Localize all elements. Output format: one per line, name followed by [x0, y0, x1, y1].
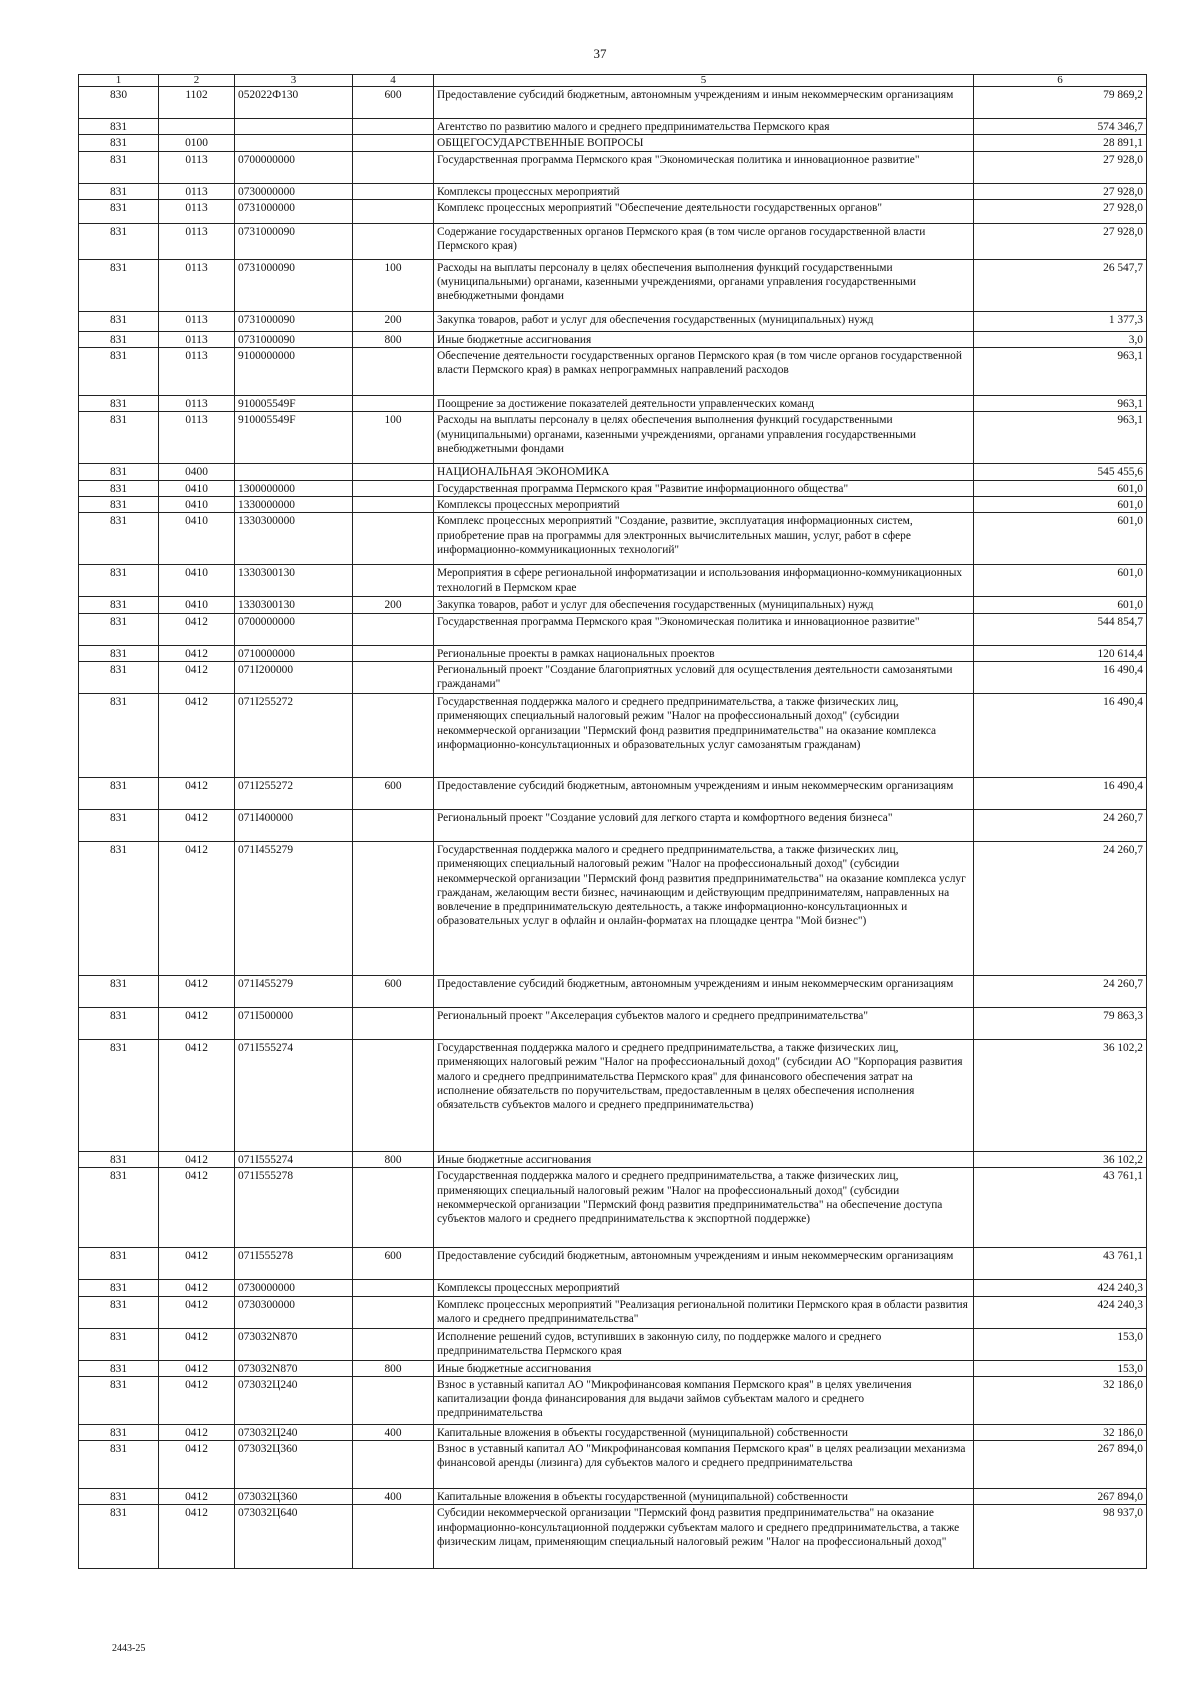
target-article-cell: 071I555278	[235, 1248, 353, 1280]
amount-cell: 27 928,0	[974, 151, 1147, 183]
table-row	[79, 693, 1147, 777]
section-code-cell: 0412	[159, 1007, 235, 1039]
expense-type-cell	[353, 348, 434, 396]
section-code-cell: 0410	[159, 513, 235, 565]
table-row	[79, 1328, 1147, 1360]
amount-cell: 24 260,7	[974, 809, 1147, 841]
description-cell: Исполнение решений судов, вступивших в законную силу, по поддержке малого и среднего предпринимательства Пермского края	[434, 1328, 974, 1360]
table-row	[79, 464, 1147, 480]
admin-code-cell: 831	[79, 331, 159, 347]
expense-type-cell	[353, 513, 434, 565]
target-article-cell: 073032Ц640	[235, 1505, 353, 1569]
amount-cell: 1 377,3	[974, 311, 1147, 331]
admin-code-cell: 831	[79, 412, 159, 464]
description-cell: Капитальные вложения в объекты государственной (муниципальной) собственности	[434, 1424, 974, 1440]
target-article-cell: 073032N870	[235, 1360, 353, 1376]
description-cell: Субсидии некоммерческой организации "Пермский фонд развития предпринимательства" на оказание информационно-консультационной поддержки субъектам малого и среднего предпринимательства, а также физическим лицам, применяющим специальный налоговый режим "Налог на профессиональный доход"	[434, 1505, 974, 1569]
target-article-cell: 073032Ц240	[235, 1424, 353, 1440]
column-header: 4	[353, 75, 434, 87]
target-article-cell: 071I555278	[235, 1168, 353, 1248]
target-article-cell: 073032Ц240	[235, 1376, 353, 1424]
description-cell: ОБЩЕГОСУДАРСТВЕННЫЕ ВОПРОСЫ	[434, 135, 974, 151]
target-article-cell: 073032Ц360	[235, 1489, 353, 1505]
table-row	[79, 565, 1147, 597]
amount-cell: 27 928,0	[974, 183, 1147, 199]
expense-type-cell	[353, 464, 434, 480]
table-row	[79, 480, 1147, 496]
expense-type-cell	[353, 119, 434, 135]
section-code-cell: 0113	[159, 396, 235, 412]
amount-cell: 27 928,0	[974, 223, 1147, 259]
amount-cell: 43 761,1	[974, 1248, 1147, 1280]
section-code-cell: 0412	[159, 975, 235, 1007]
admin-code-cell: 831	[79, 1248, 159, 1280]
section-code-cell: 0100	[159, 135, 235, 151]
admin-code-cell: 831	[79, 348, 159, 396]
section-code-cell: 0412	[159, 1360, 235, 1376]
section-code-cell: 0400	[159, 464, 235, 480]
amount-cell: 963,1	[974, 412, 1147, 464]
description-cell: Комплексы процессных мероприятий	[434, 497, 974, 513]
expense-type-cell	[353, 1441, 434, 1489]
target-article-cell: 052022Ф130	[235, 87, 353, 119]
amount-cell: 963,1	[974, 396, 1147, 412]
table-row	[79, 841, 1147, 975]
amount-cell: 27 928,0	[974, 199, 1147, 223]
target-article-cell: 071I400000	[235, 809, 353, 841]
section-code-cell: 0412	[159, 645, 235, 661]
section-code-cell: 0410	[159, 565, 235, 597]
target-article-cell: 071I255272	[235, 693, 353, 777]
amount-cell: 574 346,7	[974, 119, 1147, 135]
admin-code-cell: 831	[79, 199, 159, 223]
description-cell: НАЦИОНАЛЬНАЯ ЭКОНОМИКА	[434, 464, 974, 480]
amount-cell: 601,0	[974, 597, 1147, 613]
expense-type-cell	[353, 693, 434, 777]
description-cell: Государственная поддержка малого и среднего предпринимательства, а также физических лиц, применяющих специальный налоговый режим "Налог на профессиональный доход" (субсидии некоммерческой организации "Пермский фонд развития предпринимательства" на оказание комплекса информационно-консультационных и образовательных услуг самозанятым гражданам)	[434, 693, 974, 777]
section-code-cell: 0412	[159, 841, 235, 975]
target-article-cell: 1300000000	[235, 480, 353, 496]
description-cell: Комплекс процессных мероприятий "Реализация региональной политики Пермского края в области развития малого и среднего предпринимательства"	[434, 1296, 974, 1328]
expense-type-cell: 200	[353, 311, 434, 331]
description-cell: Государственная программа Пермского края "Развитие информационного общества"	[434, 480, 974, 496]
section-code-cell: 0412	[159, 1168, 235, 1248]
section-code-cell: 0412	[159, 777, 235, 809]
admin-code-cell: 831	[79, 1376, 159, 1424]
expense-type-cell	[353, 1280, 434, 1296]
description-cell: Иные бюджетные ассигнования	[434, 1151, 974, 1167]
expense-type-cell	[353, 135, 434, 151]
table-row	[79, 1039, 1147, 1151]
amount-cell: 601,0	[974, 497, 1147, 513]
column-header: 3	[235, 75, 353, 87]
section-code-cell: 0410	[159, 497, 235, 513]
target-article-cell: 071I555274	[235, 1039, 353, 1151]
description-cell: Региональный проект "Создание условий для легкого старта и комфортного ведения бизнеса"	[434, 809, 974, 841]
table-row	[79, 183, 1147, 199]
target-article-cell: 071I500000	[235, 1007, 353, 1039]
amount-cell: 36 102,2	[974, 1039, 1147, 1151]
target-article-cell	[235, 135, 353, 151]
section-code-cell: 0113	[159, 259, 235, 311]
admin-code-cell: 831	[79, 809, 159, 841]
expense-type-cell: 600	[353, 777, 434, 809]
target-article-cell: 0730300000	[235, 1296, 353, 1328]
amount-cell: 424 240,3	[974, 1280, 1147, 1296]
expense-type-cell	[353, 661, 434, 693]
admin-code-cell: 831	[79, 1505, 159, 1569]
target-article-cell: 1330300130	[235, 597, 353, 613]
description-cell: Комплекс процессных мероприятий "Создание, развитие, эксплуатация информационных систем, приобретение прав на программы для электронных вычислительных машин, услуг, работ в сфере информационно-коммуникационных технологий"	[434, 513, 974, 565]
amount-cell: 24 260,7	[974, 975, 1147, 1007]
amount-cell: 16 490,4	[974, 777, 1147, 809]
table-row	[79, 1007, 1147, 1039]
description-cell: Региональный проект "Создание благоприятных условий для осуществления деятельности самозанятыми гражданами"	[434, 661, 974, 693]
admin-code-cell: 831	[79, 1424, 159, 1440]
budget-table	[78, 74, 1147, 1569]
table-row	[79, 497, 1147, 513]
section-code-cell: 0412	[159, 1505, 235, 1569]
description-cell: Поощрение за достижение показателей деятельности управленческих команд	[434, 396, 974, 412]
admin-code-cell: 831	[79, 975, 159, 1007]
target-article-cell: 0731000090	[235, 259, 353, 311]
admin-code-cell: 831	[79, 841, 159, 975]
table-row	[79, 151, 1147, 183]
table-row	[79, 1168, 1147, 1248]
amount-cell: 16 490,4	[974, 661, 1147, 693]
section-code-cell: 0412	[159, 661, 235, 693]
table-row	[79, 87, 1147, 119]
section-code-cell: 0412	[159, 1296, 235, 1328]
admin-code-cell: 831	[79, 1296, 159, 1328]
admin-code-cell: 831	[79, 1360, 159, 1376]
expense-type-cell: 600	[353, 87, 434, 119]
table-body	[79, 87, 1147, 1569]
header-row	[79, 75, 1147, 87]
amount-cell: 28 891,1	[974, 135, 1147, 151]
amount-cell: 267 894,0	[974, 1489, 1147, 1505]
table-row	[79, 975, 1147, 1007]
expense-type-cell	[353, 565, 434, 597]
document-code: 2443-25	[112, 1643, 146, 1654]
expense-type-cell	[353, 809, 434, 841]
page-number: 37	[593, 46, 607, 61]
description-cell: Иные бюджетные ассигнования	[434, 1360, 974, 1376]
section-code-cell: 0113	[159, 331, 235, 347]
section-code-cell: 0412	[159, 809, 235, 841]
description-cell: Предоставление субсидий бюджетным, автономным учреждениям и иным некоммерческим организациям	[434, 777, 974, 809]
section-code-cell: 0412	[159, 1280, 235, 1296]
expense-type-cell	[353, 497, 434, 513]
admin-code-cell: 831	[79, 396, 159, 412]
amount-cell: 120 614,4	[974, 645, 1147, 661]
expense-type-cell: 800	[353, 1360, 434, 1376]
admin-code-cell: 831	[79, 1489, 159, 1505]
admin-code-cell: 831	[79, 613, 159, 645]
admin-code-cell: 831	[79, 223, 159, 259]
amount-cell: 153,0	[974, 1328, 1147, 1360]
expense-type-cell	[353, 1328, 434, 1360]
section-code-cell: 0412	[159, 693, 235, 777]
section-code-cell: 0412	[159, 1151, 235, 1167]
target-article-cell: 073032Ц360	[235, 1441, 353, 1489]
target-article-cell: 071I455279	[235, 975, 353, 1007]
amount-cell: 153,0	[974, 1360, 1147, 1376]
expense-type-cell	[353, 1007, 434, 1039]
admin-code-cell: 831	[79, 1168, 159, 1248]
admin-code-cell: 831	[79, 597, 159, 613]
expense-type-cell	[353, 151, 434, 183]
admin-code-cell: 831	[79, 1151, 159, 1167]
amount-cell: 601,0	[974, 565, 1147, 597]
admin-code-cell: 831	[79, 661, 159, 693]
section-code-cell: 0113	[159, 348, 235, 396]
table-row	[79, 223, 1147, 259]
description-cell: Государственная программа Пермского края "Экономическая политика и инновационное развитие"	[434, 613, 974, 645]
section-code-cell: 0113	[159, 199, 235, 223]
admin-code-cell: 831	[79, 1007, 159, 1039]
table-row	[79, 396, 1147, 412]
admin-code-cell: 831	[79, 497, 159, 513]
table-row	[79, 1489, 1147, 1505]
section-code-cell: 0412	[159, 1039, 235, 1151]
expense-type-cell: 100	[353, 259, 434, 311]
section-code-cell: 0410	[159, 597, 235, 613]
target-article-cell: 0700000000	[235, 613, 353, 645]
amount-cell: 32 186,0	[974, 1424, 1147, 1440]
description-cell: Государственная поддержка малого и среднего предпринимательства, а также физических лиц, применяющих специальный налоговый режим "Налог на профессиональный доход" (субсидии некоммерческой организации "Пермский фонд развития предпринимательства" на обеспечение доступа субъектов малого и среднего предпринимательства к экспортной поддержке)	[434, 1168, 974, 1248]
section-code-cell: 0113	[159, 311, 235, 331]
amount-cell: 36 102,2	[974, 1151, 1147, 1167]
section-code-cell: 0113	[159, 183, 235, 199]
target-article-cell: 071I455279	[235, 841, 353, 975]
table-row	[79, 777, 1147, 809]
amount-cell: 601,0	[974, 513, 1147, 565]
target-article-cell: 1330300000	[235, 513, 353, 565]
amount-cell: 424 240,3	[974, 1296, 1147, 1328]
description-cell: Предоставление субсидий бюджетным, автономным учреждениям и иным некоммерческим организациям	[434, 87, 974, 119]
table-row	[79, 199, 1147, 223]
expense-type-cell	[353, 199, 434, 223]
target-article-cell: 0731000090	[235, 311, 353, 331]
admin-code-cell: 831	[79, 1441, 159, 1489]
description-cell: Закупка товаров, работ и услуг для обеспечения государственных (муниципальных) нужд	[434, 597, 974, 613]
expense-type-cell: 200	[353, 597, 434, 613]
description-cell: Содержание государственных органов Пермского края (в том числе органов государственной власти Пермского края)	[434, 223, 974, 259]
admin-code-cell: 830	[79, 87, 159, 119]
section-code-cell: 0412	[159, 613, 235, 645]
table-row	[79, 613, 1147, 645]
table-row	[79, 135, 1147, 151]
description-cell: Обеспечение деятельности государственных органов Пермского края (в том числе органов государственной власти Пермского края) в рамках непрограммных направлений расходов	[434, 348, 974, 396]
table-row	[79, 1505, 1147, 1569]
target-article-cell: 071I555274	[235, 1151, 353, 1167]
admin-code-cell: 831	[79, 464, 159, 480]
section-code-cell: 0410	[159, 480, 235, 496]
admin-code-cell: 831	[79, 565, 159, 597]
admin-code-cell: 831	[79, 311, 159, 331]
amount-cell: 544 854,7	[974, 613, 1147, 645]
expense-type-cell	[353, 1505, 434, 1569]
admin-code-cell: 831	[79, 135, 159, 151]
table-row	[79, 1441, 1147, 1489]
expense-type-cell	[353, 645, 434, 661]
amount-cell: 3,0	[974, 331, 1147, 347]
section-code-cell	[159, 119, 235, 135]
amount-cell: 267 894,0	[974, 1441, 1147, 1489]
amount-cell: 601,0	[974, 480, 1147, 496]
expense-type-cell	[353, 1296, 434, 1328]
table-row	[79, 1151, 1147, 1167]
description-cell: Капитальные вложения в объекты государственной (муниципальной) собственности	[434, 1489, 974, 1505]
description-cell: Комплекс процессных мероприятий "Обеспечение деятельности государственных органов"	[434, 199, 974, 223]
description-cell: Комплексы процессных мероприятий	[434, 183, 974, 199]
amount-cell: 98 937,0	[974, 1505, 1147, 1569]
amount-cell: 26 547,7	[974, 259, 1147, 311]
expense-type-cell: 600	[353, 1248, 434, 1280]
target-article-cell: 0731000000	[235, 199, 353, 223]
expense-type-cell	[353, 1039, 434, 1151]
expense-type-cell	[353, 396, 434, 412]
section-code-cell: 0412	[159, 1328, 235, 1360]
section-code-cell: 0113	[159, 412, 235, 464]
admin-code-cell: 831	[79, 777, 159, 809]
admin-code-cell: 831	[79, 513, 159, 565]
admin-code-cell: 831	[79, 693, 159, 777]
admin-code-cell: 831	[79, 259, 159, 311]
target-article-cell: 9100000000	[235, 348, 353, 396]
description-cell: Мероприятия в сфере региональной информатизации и использования информационно-коммуникационных технологий в Пермском крае	[434, 565, 974, 597]
expense-type-cell	[353, 1376, 434, 1424]
description-cell: Комплексы процессных мероприятий	[434, 1280, 974, 1296]
target-article-cell: 0731000090	[235, 331, 353, 347]
description-cell: Предоставление субсидий бюджетным, автономным учреждениям и иным некоммерческим организациям	[434, 975, 974, 1007]
expense-type-cell	[353, 223, 434, 259]
target-article-cell: 1330300130	[235, 565, 353, 597]
amount-cell: 32 186,0	[974, 1376, 1147, 1424]
amount-cell: 16 490,4	[974, 693, 1147, 777]
description-cell: Иные бюджетные ассигнования	[434, 331, 974, 347]
column-header: 1	[79, 75, 159, 87]
target-article-cell: 073032N870	[235, 1328, 353, 1360]
expense-type-cell: 800	[353, 331, 434, 347]
amount-cell: 24 260,7	[974, 841, 1147, 975]
table-row	[79, 645, 1147, 661]
admin-code-cell: 831	[79, 151, 159, 183]
table-row	[79, 119, 1147, 135]
target-article-cell: 0700000000	[235, 151, 353, 183]
description-cell: Государственная поддержка малого и среднего предпринимательства, а также физических лиц, применяющих налоговый режим "Налог на профессиональный доход" (субсидии АО "Корпорация развития малого и среднего предпринимательства Пермского края" для финансового обеспечения затрат на исполнение обязательств по поручительствам, предоставленным в целях обеспечения исполнения обязательств субъектов малого и среднего предпринимательства)	[434, 1039, 974, 1151]
table-row	[79, 1424, 1147, 1440]
column-header: 6	[974, 75, 1147, 87]
target-article-cell: 071I255272	[235, 777, 353, 809]
table-row	[79, 597, 1147, 613]
table-row	[79, 259, 1147, 311]
admin-code-cell: 831	[79, 480, 159, 496]
table-row	[79, 1296, 1147, 1328]
table-row	[79, 311, 1147, 331]
expense-type-cell: 100	[353, 412, 434, 464]
amount-cell: 79 869,2	[974, 87, 1147, 119]
description-cell: Закупка товаров, работ и услуг для обеспечения государственных (муниципальных) нужд	[434, 311, 974, 331]
admin-code-cell: 831	[79, 1328, 159, 1360]
table-row	[79, 412, 1147, 464]
target-article-cell: 0731000090	[235, 223, 353, 259]
section-code-cell: 0412	[159, 1489, 235, 1505]
target-article-cell	[235, 119, 353, 135]
column-header: 2	[159, 75, 235, 87]
expense-type-cell	[353, 841, 434, 975]
section-code-cell: 0412	[159, 1424, 235, 1440]
description-cell: Расходы на выплаты персоналу в целях обеспечения выполнения функций государственными (муниципальными) органами, казенными учреждениями, органами управления государственными внебюджетными фондами	[434, 259, 974, 311]
amount-cell: 43 761,1	[974, 1168, 1147, 1248]
table-row	[79, 513, 1147, 565]
amount-cell: 963,1	[974, 348, 1147, 396]
target-article-cell: 0730000000	[235, 1280, 353, 1296]
admin-code-cell: 831	[79, 645, 159, 661]
target-article-cell: 910005549F	[235, 412, 353, 464]
target-article-cell	[235, 464, 353, 480]
section-code-cell: 0113	[159, 151, 235, 183]
expense-type-cell	[353, 480, 434, 496]
section-code-cell: 1102	[159, 87, 235, 119]
description-cell: Государственная программа Пермского края "Экономическая политика и инновационное развитие"	[434, 151, 974, 183]
description-cell: Расходы на выплаты персоналу в целях обеспечения выполнения функций государственными (муниципальными) органами, казенными учреждениями, органами управления государственными внебюджетными фондами	[434, 412, 974, 464]
admin-code-cell: 831	[79, 1280, 159, 1296]
table-row	[79, 331, 1147, 347]
expense-type-cell: 800	[353, 1151, 434, 1167]
expense-type-cell: 400	[353, 1489, 434, 1505]
table-row	[79, 1376, 1147, 1424]
description-cell: Предоставление субсидий бюджетным, автономным учреждениям и иным некоммерческим организациям	[434, 1248, 974, 1280]
table-row	[79, 1360, 1147, 1376]
admin-code-cell: 831	[79, 119, 159, 135]
description-cell: Региональные проекты в рамках национальных проектов	[434, 645, 974, 661]
table-row	[79, 1280, 1147, 1296]
section-code-cell: 0113	[159, 223, 235, 259]
target-article-cell: 1330000000	[235, 497, 353, 513]
expense-type-cell	[353, 613, 434, 645]
amount-cell: 545 455,6	[974, 464, 1147, 480]
section-code-cell: 0412	[159, 1248, 235, 1280]
amount-cell: 79 863,3	[974, 1007, 1147, 1039]
target-article-cell: 071I200000	[235, 661, 353, 693]
target-article-cell: 0710000000	[235, 645, 353, 661]
table-row	[79, 348, 1147, 396]
description-cell: Взнос в уставный капитал АО "Микрофинансовая компания Пермского края" в целях увеличения капитализации фонда финансирования для выдачи займов субъектам малого и среднего предпринимательства	[434, 1376, 974, 1424]
description-cell: Агентство по развитию малого и среднего предпринимательства Пермского края	[434, 119, 974, 135]
admin-code-cell: 831	[79, 183, 159, 199]
description-cell: Региональный проект "Акселерация субъектов малого и среднего предпринимательства"	[434, 1007, 974, 1039]
expense-type-cell	[353, 183, 434, 199]
column-header: 5	[434, 75, 974, 87]
expense-type-cell	[353, 1168, 434, 1248]
expense-type-cell: 600	[353, 975, 434, 1007]
table-row	[79, 809, 1147, 841]
section-code-cell: 0412	[159, 1441, 235, 1489]
table-row	[79, 661, 1147, 693]
target-article-cell: 0730000000	[235, 183, 353, 199]
target-article-cell: 910005549F	[235, 396, 353, 412]
description-cell: Взнос в уставный капитал АО "Микрофинансовая компания Пермского края" в целях реализации механизма финансовой аренды (лизинга) для субъектов малого и среднего предпринимательства	[434, 1441, 974, 1489]
table-row	[79, 1248, 1147, 1280]
description-cell: Государственная поддержка малого и среднего предпринимательства, а также физических лиц, применяющих специальный налоговый режим "Налог на профессиональный доход" (субсидии некоммерческой организации "Пермский фонд развития предпринимательства" на оказание комплекса услуг гражданам, желающим вести бизнес, начинающим и действующим предпринимателям, направленных на вовлечение в предпринимательскую деятельность, а также информационно-консультационных и образовательных услуг в офлайн и онлайн-форматах на площадке центра "Мой бизнес")	[434, 841, 974, 975]
admin-code-cell: 831	[79, 1039, 159, 1151]
section-code-cell: 0412	[159, 1376, 235, 1424]
expense-type-cell: 400	[353, 1424, 434, 1440]
